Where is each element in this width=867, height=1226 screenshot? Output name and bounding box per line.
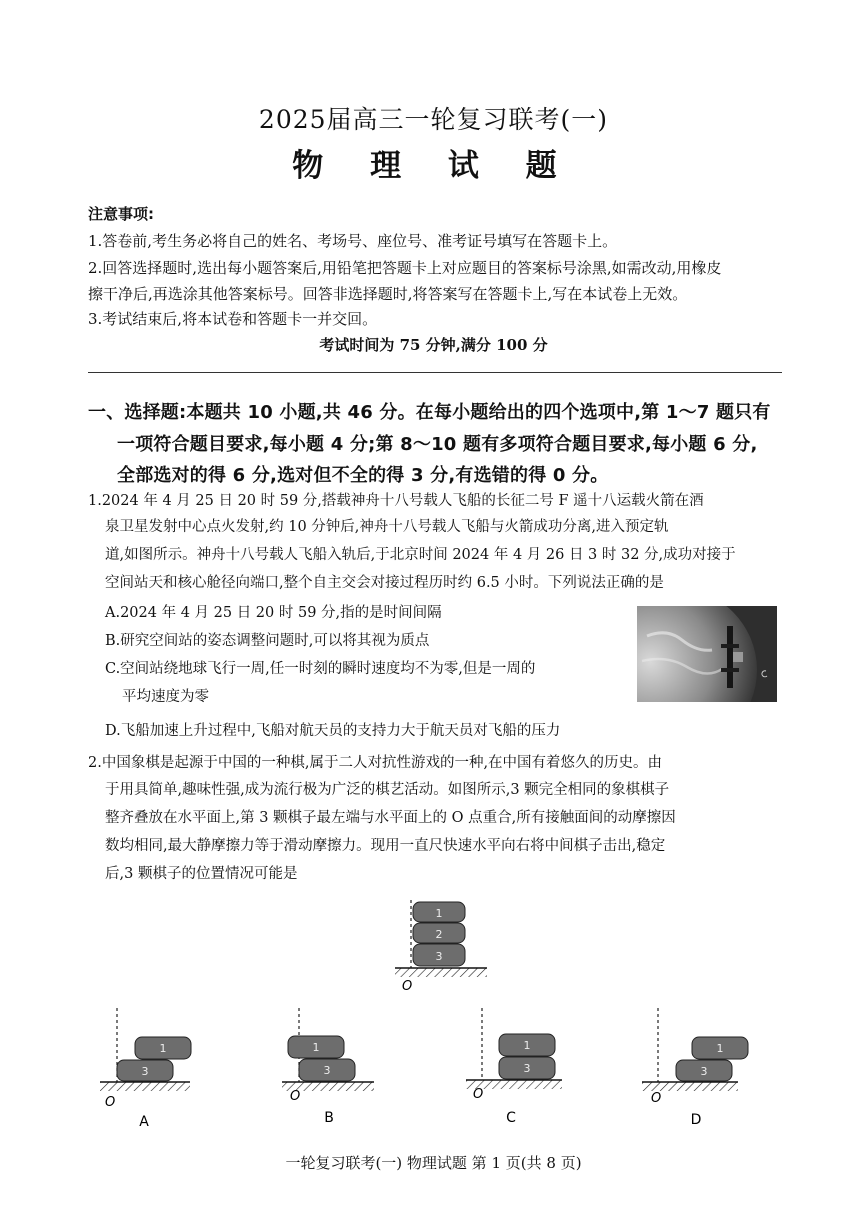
option-d-figure	[642, 1008, 748, 1128]
reference-stack	[395, 900, 487, 994]
origin-label: O	[651, 1091, 662, 1106]
q1-stem-line: 泉卫星发射中心点火发射,约 10 分钟后,神舟十八号载人飞船与火箭成功分离,进入预定轨	[105, 519, 669, 535]
origin-label: O	[105, 1095, 116, 1110]
piece-label-1: 1	[435, 907, 443, 920]
q1-stem-line: 1.2024 年 4 月 25 日 20 时 59 分,搭载神舟十八号载人飞船的长征二号 F 遥十八运载火箭在酒	[88, 493, 704, 509]
piece-label-2: 2	[435, 928, 443, 941]
section-heading-cont: 一项符合题目要求,每小题 4 分;第 8～10 题有多项符合题目要求,每小题 6 分,	[117, 434, 758, 455]
piece-label-3: 3	[523, 1062, 531, 1075]
option-a-figure	[100, 1008, 191, 1130]
origin-label: O	[290, 1089, 301, 1104]
section-heading: 一、选择题:本题共 10 小题,共 46 分。在每小题给出的四个选项中,第 1～7 题只有	[88, 402, 771, 423]
piece-label-1: 1	[312, 1041, 320, 1054]
q1-option-b: B.研究空间站的姿态调整问题时,可以将其视为质点	[105, 633, 430, 649]
exam-time-info: 考试时间为 75 分钟,满分 100 分	[319, 336, 548, 354]
origin-label: O	[402, 979, 413, 994]
q1-option-c-cont: 平均速度为零	[122, 689, 209, 705]
q2-stem-line: 2.中国象棋是起源于中国的一种棋,属于二人对抗性游戏的一种,在中国有着悠久的历史。由	[88, 755, 663, 771]
option-label-c: C	[506, 1110, 516, 1126]
piece-label-3: 3	[435, 950, 443, 963]
option-label-d: D	[690, 1112, 702, 1128]
notice-item: 擦干净后,再选涂其他答案标号。回答非选择题时,将答案写在答题卡上,写在本试卷上无效。	[88, 285, 688, 303]
chess-pieces-figure	[80, 890, 800, 1140]
page-footer: 一轮复习联考(一) 物理试题 第 1 页(共 8 页)	[285, 1154, 582, 1172]
option-label-a: A	[139, 1114, 149, 1130]
subject-title: 物 理 试 题	[292, 148, 575, 184]
origin-label: O	[473, 1087, 484, 1102]
divider	[88, 372, 782, 373]
q2-stem-line: 数均相同,最大静摩擦力等于滑动摩擦力。现用一直尺快速水平向右将中间棋子击出,稳定	[105, 838, 666, 854]
piece-label-3: 3	[323, 1064, 331, 1077]
notice-item: 2.回答选择题时,选出每小题答案后,用铅笔把答题卡上对应题目的答案标号涂黑,如需改动,用橡皮	[88, 259, 722, 277]
piece-label-3: 3	[700, 1065, 708, 1078]
notice-heading: 注意事项:	[88, 205, 154, 223]
earth-space-station-image	[637, 606, 777, 702]
piece-label-1: 1	[716, 1042, 724, 1055]
exam-title: 2025届高三一轮复习联考(一)	[258, 105, 609, 134]
option-b-figure	[282, 1008, 374, 1126]
q1-option-c: C.空间站绕地球飞行一周,任一时刻的瞬时速度均不为零,但是一周的	[105, 661, 536, 677]
q2-stem-line: 于用具简单,趣味性强,成为流行极为广泛的棋艺活动。如图所示,3 颗完全相同的象棋棋子	[105, 782, 670, 798]
notice-item: 1.答卷前,考生务必将自己的姓名、考场号、座位号、准考证号填写在答题卡上。	[88, 232, 618, 250]
piece-label-3: 3	[141, 1065, 149, 1078]
option-c-figure	[466, 1008, 562, 1126]
notice-item: 3.考试结束后,将本试卷和答题卡一并交回。	[88, 310, 378, 328]
q1-option-d: D.飞船加速上升过程中,飞船对航天员的支持力大于航天员对飞船的压力	[105, 723, 561, 739]
q1-stem-line: 空间站天和核心舱径向端口,整个自主交会对接过程历时约 6.5 小时。下列说法正确的是	[105, 575, 664, 591]
option-label-b: B	[324, 1110, 334, 1126]
piece-label-1: 1	[523, 1039, 531, 1052]
section-heading-cont: 全部选对的得 6 分,选对但不全的得 3 分,有选错的得 0 分。	[117, 465, 609, 486]
q1-stem-line: 道,如图所示。神舟十八号载人飞船入轨后,于北京时间 2024 年 4 月 26 日 3 时 32 分,成功对接于	[105, 547, 736, 563]
q2-stem-line: 后,3 颗棋子的位置情况可能是	[105, 866, 298, 882]
q2-stem-line: 整齐叠放在水平面上,第 3 颗棋子最左端与水平面上的 O 点重合,所有接触面间的动摩擦因	[105, 810, 676, 826]
piece-label-1: 1	[159, 1042, 167, 1055]
q1-option-a: A.2024 年 4 月 25 日 20 时 59 分,指的是时间间隔	[105, 605, 442, 621]
